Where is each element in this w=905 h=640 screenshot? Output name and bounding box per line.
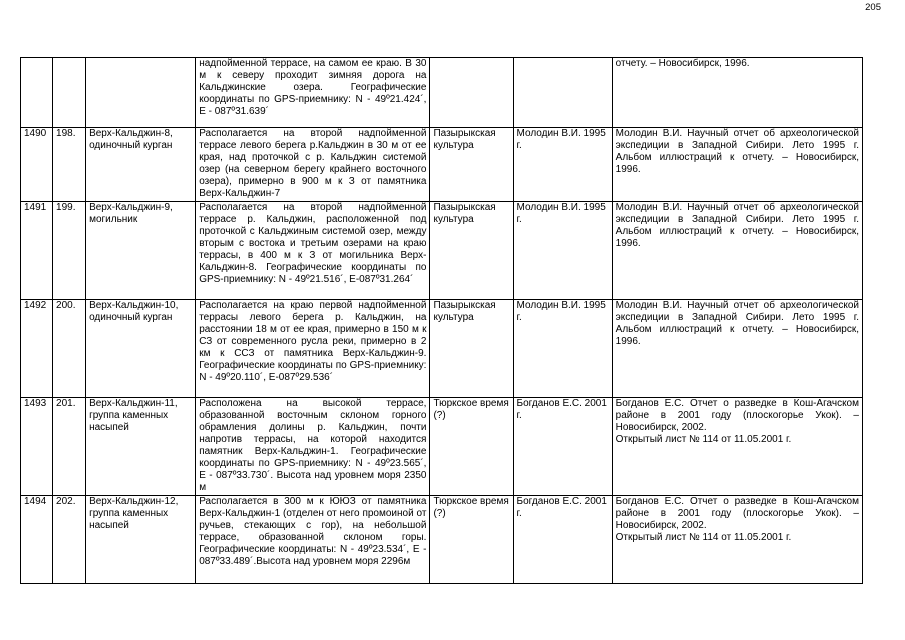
monument-name-cell: Верх-Кальджин-10, одиночный курган	[86, 300, 196, 398]
page-number: 205	[865, 2, 881, 13]
source-cell	[612, 58, 862, 128]
monument-name-cell	[86, 58, 196, 128]
location-description-cell: Располагается на второй надпойменной террасе р. Кальджин, расположенной под проточкой с Кальджиным системой озер, между вторым с востока и третьим озерами на краю террасы, в 400 м к З от могильника Верх-Кальджин-8. Географические координаты по GPS-приемнику: N - 49º21.516´, E-087º31.264´	[196, 202, 430, 300]
monument-id-cell	[21, 58, 53, 128]
source-reference: Открытый лист № 114 от 11.05.2001 г.	[615, 434, 792, 445]
source-reference: Богданов Е.С. Отчет о разведке в Кош-Агачском районе в 2001 году (плоскогорье Укок). – Новосибирск, 2002.	[615, 496, 859, 531]
culture-cell: Пазырыкская культура	[430, 300, 513, 398]
culture-cell	[430, 58, 513, 128]
source-reference: Молодин В.И. Научный отчет об археологической экспедиции в Западной Сибири. Лето 1995 г. Альбом иллюстраций к отчету. – Новосибирск, 1996.	[615, 300, 859, 347]
monument-name-cell: Верх-Кальджин-9, могильник	[86, 202, 196, 300]
table-row	[21, 496, 863, 584]
researcher-cell: Молодин В.И. 1995 г.	[513, 202, 612, 300]
researcher-cell	[513, 58, 612, 128]
location-description-cell: Расположена на высокой террасе, образованной восточным склоном горного обрамления долины р. Кальджин, почти напротив террасы, на которой находится памятник Верх-Кальджин-1. Географические координаты по GPS-приемнику: N - 49º23.565´, E - 087º33.730´. Высота над уровнем моря 2350 м	[196, 398, 430, 496]
monument-name-cell: Верх-Кальджин-8, одиночный курган	[86, 128, 196, 202]
culture-cell: Тюркское время (?)	[430, 398, 513, 496]
monument-number-cell	[53, 58, 86, 128]
table-row	[21, 202, 863, 300]
culture-cell: Пазырыкская культура	[430, 128, 513, 202]
monument-number-cell: 201.	[53, 398, 86, 496]
monument-number-cell: 200.	[53, 300, 86, 398]
monument-name-cell: Верх-Кальджин-11, группа каменных насыпей	[86, 398, 196, 496]
monument-id-cell: 1490	[21, 128, 53, 202]
location-description-cell: Располагается на краю первой надпойменной террасы левого берега р. Кальджин, на расстоянии 18 м от ее края, примерно в 150 м к СЗ от современного русла реки, примерно в 2 км к ССЗ от памятника Верх-Кальджин-9. Географические координаты по GPS-приемнику: N - 49º20.110´, E-087º29.536´	[196, 300, 430, 398]
monument-id-cell: 1491	[21, 202, 53, 300]
researcher-cell: Молодин В.И. 1995 г.	[513, 300, 612, 398]
monument-number-cell: 198.	[53, 128, 86, 202]
source-reference: отчету. – Новосибирск, 1996.	[615, 58, 750, 69]
monument-number-cell: 199.	[53, 202, 86, 300]
researcher-cell: Богданов Е.С. 2001 г.	[513, 398, 612, 496]
table-row	[21, 300, 863, 398]
source-reference: Молодин В.И. Научный отчет об археологической экспедиции в Западной Сибири. Лето 1995 г. Альбом иллюстраций к отчету. – Новосибирск, 1996.	[615, 202, 859, 249]
table-row	[21, 58, 863, 128]
monument-number-cell: 202.	[53, 496, 86, 584]
source-reference: Молодин В.И. Научный отчет об археологической экспедиции в Западной Сибири. Лето 1995 г. Альбом иллюстраций к отчету. – Новосибирск, 1996.	[615, 128, 859, 175]
researcher-cell: Молодин В.И. 1995 г.	[513, 128, 612, 202]
culture-cell: Тюркское время (?)	[430, 496, 513, 584]
researcher-cell: Богданов Е.С. 2001 г.	[513, 496, 612, 584]
table-row	[21, 128, 863, 202]
monument-id-cell: 1492	[21, 300, 53, 398]
source-cell	[612, 202, 862, 300]
source-cell	[612, 128, 862, 202]
monument-name-cell: Верх-Кальджин-12, группа каменных насыпей	[86, 496, 196, 584]
monument-id-cell: 1493	[21, 398, 53, 496]
monument-id-cell: 1494	[21, 496, 53, 584]
location-description-cell: Располагается на второй надпойменной террасе левого берега р.Кальджин в 30 м от ее края, над проточкой с р. Кальджин системой озер (на северном берегу крайнего восточного озера), примерно в 900 м к З от памятника Верх-Кальджин-7	[196, 128, 430, 202]
source-reference: Открытый лист № 114 от 11.05.2001 г.	[615, 532, 792, 543]
source-cell	[612, 398, 862, 496]
source-cell	[612, 496, 862, 584]
culture-cell: Пазырыкская культура	[430, 202, 513, 300]
location-description-cell: надпойменной террасе, на самом ее краю. В 30 м к северу проходит зимняя дорога на Кальджинские озера. Географические координаты по GPS-приемнику: N - 49º21.424´, E - 087º31.639´	[196, 58, 430, 128]
location-description-cell: Располагается в 300 м к ЮЮЗ от памятника Верх-Кальджин-1 (отделен от него промоиной от ручьев, стекающих с гор), на небольшой террасе, образованной склоном горы. Географические координаты: N - 49º23.534´, E - 087º33.489´.Высота над уровнем моря 2296м	[196, 496, 430, 584]
table-body	[21, 58, 863, 584]
source-cell	[612, 300, 862, 398]
table-row	[21, 398, 863, 496]
monuments-table	[20, 57, 863, 584]
source-reference: Богданов Е.С. Отчет о разведке в Кош-Агачском районе в 2001 году (плоскогорье Укок). – Новосибирск, 2002.	[615, 398, 859, 433]
